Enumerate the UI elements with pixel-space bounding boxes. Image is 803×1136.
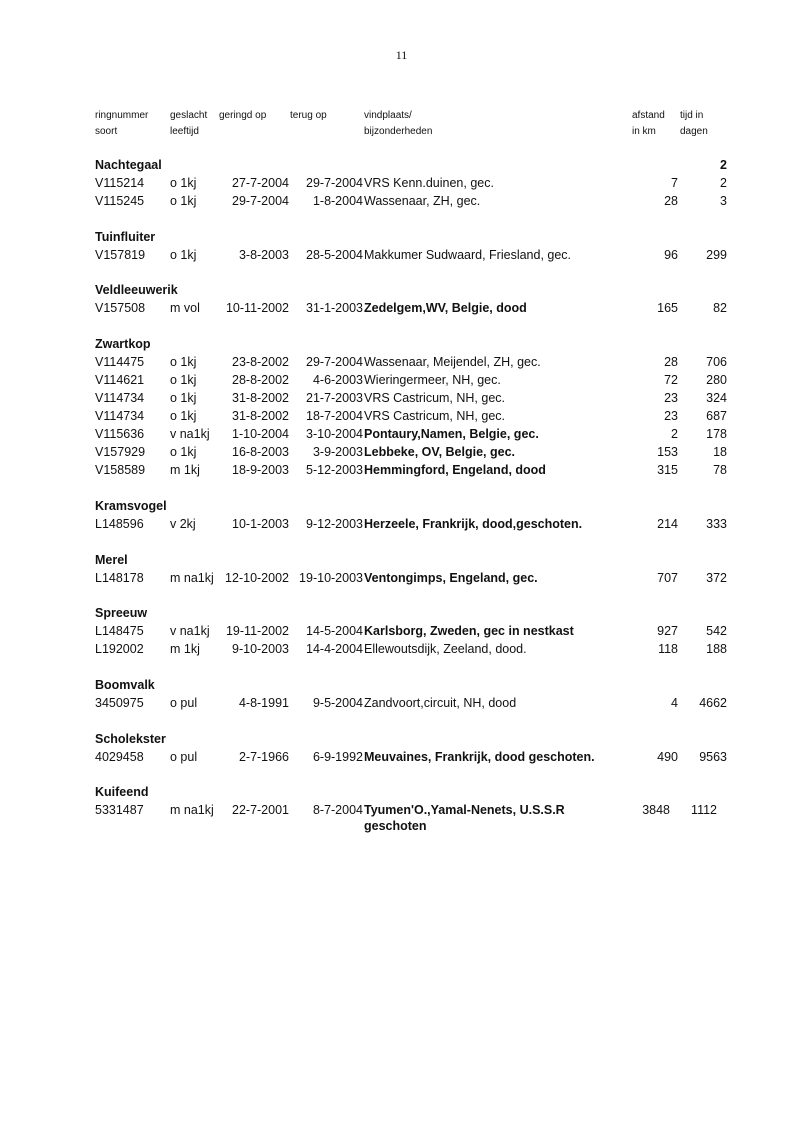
species-name: Tuinfluiter <box>95 229 156 244</box>
found-date: 21-7-2003 <box>306 391 363 406</box>
sex-age: o pul <box>170 749 198 764</box>
species-name: Kuifeend <box>95 785 149 800</box>
found-date: 29-7-2004 <box>306 176 363 190</box>
found-place: Tyumen'O.,Yamal-Nenets, U.S.S.R <box>364 803 565 818</box>
found-place-line2: geschoten <box>364 819 427 834</box>
found-date: 9-5-2004 <box>312 695 363 710</box>
ring-number: V157508 <box>95 301 146 316</box>
ring-number: V158589 <box>95 463 146 478</box>
distance-km: 927 <box>657 624 678 639</box>
ringed-date: 18-9-2003 <box>232 463 289 478</box>
found-date: 5-12-2003 <box>306 463 363 478</box>
sex-age: m vol <box>170 301 200 316</box>
ringed-date: 31-8-2002 <box>232 409 289 424</box>
distance-km: 153 <box>657 445 678 460</box>
header-afstand: afstand <box>632 110 665 121</box>
ringed-date: 1-10-2004 <box>232 427 289 442</box>
ring-number: V114475 <box>95 355 145 370</box>
ringed-date: 9-10-2003 <box>232 642 289 657</box>
found-place: Zedelgem,WV, Belgie, dood <box>364 301 527 316</box>
found-place: Meuvaines, Frankrijk, dood geschoten. <box>364 749 595 764</box>
days-elapsed: 9563 <box>699 749 727 764</box>
found-date: 14-4-2004 <box>306 642 363 657</box>
days-elapsed: 18 <box>713 445 727 460</box>
distance-km: 96 <box>664 247 678 262</box>
ringed-date: 27-7-2004 <box>232 176 289 190</box>
ring-number: L148475 <box>95 624 144 639</box>
ring-number: 4029458 <box>95 749 144 764</box>
found-place: Wieringermeer, NH, gec. <box>364 373 501 388</box>
found-place: VRS Castricum, NH, gec. <box>364 391 506 406</box>
header-tijd-in: tijd in <box>680 110 704 121</box>
ringed-date: 10-11-2002 <box>225 301 289 316</box>
sex-age: v na1kj <box>170 427 210 442</box>
found-date: 28-5-2004 <box>306 247 363 262</box>
distance-km: 118 <box>658 642 678 657</box>
ringed-date: 28-8-2002 <box>232 373 289 388</box>
found-place: Pontaury,Namen, Belgie, gec. <box>364 427 539 442</box>
ring-number: V115245 <box>95 194 145 208</box>
header-geringd-op: geringd op <box>219 110 267 121</box>
header-sub-ringnummer: soort <box>95 126 118 137</box>
found-date: 9-12-2003 <box>306 516 363 531</box>
species-name: Zwartkop <box>95 337 151 352</box>
ringed-date: 12-10-2002 <box>225 570 289 585</box>
ring-number: V157819 <box>95 247 146 262</box>
sex-age: o 1kj <box>170 194 197 208</box>
sex-age: v na1kj <box>170 624 210 639</box>
species-count: 2 <box>720 158 727 172</box>
distance-km: 707 <box>657 570 678 585</box>
days-elapsed: 4662 <box>699 695 727 710</box>
sex-age: o 1kj <box>170 176 197 190</box>
days-elapsed: 333 <box>706 516 727 531</box>
ringed-date: 31-8-2002 <box>232 391 289 406</box>
ring-number: V115636 <box>95 427 145 442</box>
found-date: 18-7-2004 <box>306 409 363 424</box>
species-name: Scholekster <box>95 731 166 746</box>
header-sub-afstand: in km <box>632 126 656 137</box>
sex-age: o 1kj <box>170 247 197 262</box>
found-place: Ventongimps, Engeland, gec. <box>364 570 538 585</box>
found-date: 31-1-2003 <box>306 301 363 316</box>
distance-km: 23 <box>664 391 678 406</box>
ringed-date: 22-7-2001 <box>232 803 289 818</box>
found-place: Wassenaar, ZH, gec. <box>364 194 481 208</box>
days-elapsed: 280 <box>706 373 727 388</box>
found-place: Wassenaar, Meijendel, ZH, gec. <box>364 355 541 370</box>
header-sub-geslacht: leeftijd <box>170 126 199 137</box>
found-place: Makkumer Sudwaard, Friesland, gec. <box>364 247 572 262</box>
ringed-date: 29-7-2004 <box>232 194 289 208</box>
found-place: VRS Castricum, NH, gec. <box>364 409 506 424</box>
found-place: Hemmingford, Engeland, dood <box>364 463 546 478</box>
found-place: VRS Kenn.duinen, gec. <box>364 176 494 190</box>
header-sub-tijd-in: dagen <box>680 126 708 137</box>
days-elapsed: 706 <box>706 355 727 370</box>
days-elapsed: 687 <box>706 409 727 424</box>
days-elapsed: 82 <box>713 301 727 316</box>
distance-km: 28 <box>664 194 678 208</box>
ring-number: L148596 <box>95 516 144 531</box>
ring-number: V115214 <box>95 176 145 190</box>
ringed-date: 19-11-2002 <box>225 624 289 639</box>
days-elapsed: 188 <box>706 642 727 657</box>
sex-age: v 2kj <box>170 516 196 531</box>
ring-number: 3450975 <box>95 695 144 710</box>
ring-number: V114621 <box>95 373 145 388</box>
days-elapsed: 372 <box>706 570 727 585</box>
found-date: 1-8-2004 <box>312 194 363 208</box>
species-name: Veldleeuwerik <box>95 283 178 298</box>
page-number: 11 <box>395 48 408 62</box>
distance-km: 28 <box>664 355 678 370</box>
ring-number: V157929 <box>95 445 146 460</box>
sex-age: o 1kj <box>170 445 197 460</box>
species-name: Kramsvogel <box>95 498 167 513</box>
sex-age: o 1kj <box>170 373 197 388</box>
sex-age: o 1kj <box>170 391 197 406</box>
ring-number: V114734 <box>95 391 145 406</box>
ringed-date: 10-1-2003 <box>232 516 289 531</box>
found-date: 3-10-2004 <box>306 427 363 442</box>
sex-age: o pul <box>170 695 198 710</box>
days-elapsed: 1112 <box>691 803 717 818</box>
header-sub-vindplaats: bijzonderheden <box>364 126 433 137</box>
days-elapsed: 299 <box>706 247 727 262</box>
ringed-date: 3-8-2003 <box>238 247 289 262</box>
distance-km: 165 <box>657 301 678 316</box>
header-vindplaats: vindplaats/ <box>364 110 412 121</box>
distance-km: 490 <box>657 749 678 764</box>
found-date: 14-5-2004 <box>306 624 363 639</box>
ringed-date: 16-8-2003 <box>232 445 289 460</box>
distance-km: 214 <box>657 516 678 531</box>
days-elapsed: 178 <box>706 427 727 442</box>
sex-age: o 1kj <box>170 355 197 370</box>
header-ringnummer: ringnummer <box>95 110 149 121</box>
distance-km: 3848 <box>642 803 670 818</box>
ring-number: L192002 <box>95 642 144 657</box>
days-elapsed: 2 <box>720 176 727 190</box>
ring-number: 5331487 <box>95 803 144 818</box>
distance-km: 2 <box>671 427 678 442</box>
found-place: Lebbeke, OV, Belgie, gec. <box>364 445 515 460</box>
days-elapsed: 78 <box>713 463 727 478</box>
ringed-date: 4-8-1991 <box>238 695 289 710</box>
sex-age: m na1kj <box>170 803 214 818</box>
species-name: Spreeuw <box>95 606 148 621</box>
species-name: Nachtegaal <box>95 158 162 172</box>
found-date: 4-6-2003 <box>312 373 363 388</box>
distance-km: 72 <box>664 373 678 388</box>
distance-km: 4 <box>671 695 678 710</box>
ringed-date: 23-8-2002 <box>232 355 289 370</box>
days-elapsed: 3 <box>720 194 727 208</box>
found-date: 3-9-2003 <box>312 445 363 460</box>
found-date: 19-10-2003 <box>299 570 363 585</box>
header-geslacht: geslacht <box>170 110 208 121</box>
distance-km: 7 <box>671 176 678 190</box>
found-date: 29-7-2004 <box>306 355 363 370</box>
sex-age: m 1kj <box>170 463 200 478</box>
days-elapsed: 542 <box>706 624 727 639</box>
found-place: Zandvoort,circuit, NH, dood <box>364 695 517 710</box>
sex-age: o 1kj <box>170 409 197 424</box>
found-place: Ellewoutsdijk, Zeeland, dood. <box>364 642 527 657</box>
found-place: Karlsborg, Zweden, gec in nestkast <box>364 624 574 639</box>
days-elapsed: 324 <box>706 391 727 406</box>
found-date: 8-7-2004 <box>312 803 363 818</box>
ringed-date: 2-7-1966 <box>238 749 289 764</box>
distance-km: 23 <box>664 409 678 424</box>
ring-number: V114734 <box>95 409 145 424</box>
header-terug-op: terug op <box>290 110 327 121</box>
species-name: Merel <box>95 552 128 567</box>
found-place: Herzeele, Frankrijk, dood,geschoten. <box>364 516 583 531</box>
sex-age: m na1kj <box>170 570 214 585</box>
ring-number: L148178 <box>95 570 144 585</box>
found-date: 6-9-1992 <box>312 749 363 764</box>
distance-km: 315 <box>657 463 678 478</box>
sex-age: m 1kj <box>170 642 200 657</box>
species-name: Boomvalk <box>95 677 155 692</box>
